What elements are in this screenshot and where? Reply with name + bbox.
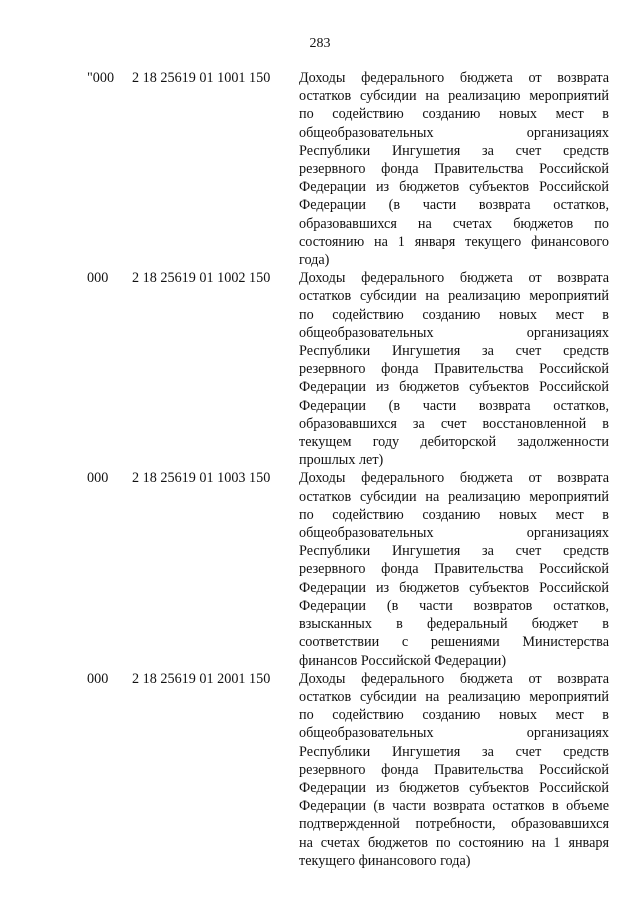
- description-line: Федерации (в части возврата остатков,: [299, 197, 609, 214]
- description-line: остатков субсидии на реализацию мероприятий: [299, 288, 609, 305]
- budget-code-list: [87, 69, 611, 870]
- entry-description: [299, 469, 609, 669]
- description-line: резервного фонда Правительства Российской: [299, 761, 609, 778]
- admin-code: 000: [87, 670, 109, 687]
- description-line: общеобразовательных организациях: [299, 525, 609, 542]
- page-number: 283: [309, 36, 331, 51]
- budget-entry: [87, 670, 611, 870]
- entry-description: [299, 69, 609, 269]
- description-line: Федерации из бюджетов субъектов Российской: [299, 779, 609, 796]
- description-line: образовавшихся за счет восстановленной в: [299, 415, 609, 432]
- description-line: остатков субсидии на реализацию мероприятий: [299, 688, 609, 705]
- description-line: взысканных в федеральный бюджет в: [299, 616, 609, 633]
- description-line: Федерации из бюджетов субъектов Российской: [299, 179, 609, 196]
- description-line: резервного фонда Правительства Российской: [299, 161, 609, 178]
- budget-classification-code: 2 18 25619 01 1001 150: [132, 70, 271, 86]
- description-line: на счетах бюджетов по состоянию на 1 января: [299, 834, 609, 851]
- entry-description: [299, 269, 609, 469]
- description-line: Федерации из бюджетов субъектов Российской: [299, 579, 609, 596]
- description-line: по содействию созданию новых мест в: [299, 106, 609, 123]
- description-line: Доходы федерального бюджета от возврата: [299, 270, 609, 287]
- description-line: общеобразовательных организациях: [299, 324, 609, 341]
- description-line: Доходы федерального бюджета от возврата: [299, 70, 609, 86]
- budget-classification-code: 2 18 25619 01 2001 150: [132, 670, 271, 687]
- description-line: текущего финансового года): [299, 852, 471, 869]
- description-line: Республики Ингушетия за счет средств: [299, 343, 609, 360]
- description-line: соответствии с решениями Министерства: [299, 634, 609, 651]
- description-line: подтвержденной потребности, образовавшихся: [299, 816, 609, 833]
- description-line: резервного фонда Правительства Российской: [299, 361, 609, 378]
- budget-entry: [87, 69, 611, 269]
- entry-description: [299, 670, 609, 870]
- description-line: общеобразовательных организациях: [299, 725, 609, 742]
- description-line: Республики Ингушетия за счет средств: [299, 142, 609, 159]
- description-line: финансов Российской Федерации): [299, 652, 507, 669]
- description-line: резервного фонда Правительства Российской: [299, 561, 609, 578]
- admin-code: 000: [87, 270, 109, 287]
- description-line: по содействию созданию новых мест в: [299, 707, 609, 724]
- description-line: состоянию на 1 января текущего финансового: [299, 233, 609, 250]
- description-line: Федерации (в части возврата остатков,: [299, 397, 609, 414]
- description-line: Федерации (в части возвратов остатков,: [299, 597, 609, 614]
- description-line: остатков субсидии на реализацию мероприятий: [299, 88, 609, 105]
- admin-code: "000: [87, 70, 115, 86]
- budget-entry: [87, 269, 611, 469]
- admin-code: 000: [87, 470, 109, 487]
- budget-entry: [87, 469, 611, 669]
- description-line: общеобразовательных организациях: [299, 124, 609, 141]
- description-line: Доходы федерального бюджета от возврата: [299, 470, 609, 487]
- budget-classification-code: 2 18 25619 01 1002 150: [132, 270, 271, 287]
- description-line: Доходы федерального бюджета от возврата: [299, 670, 609, 687]
- description-line: образовавшихся на счетах бюджетов по: [299, 215, 609, 232]
- description-line: Республики Ингушетия за счет средств: [299, 543, 609, 560]
- description-line: по содействию созданию новых мест в: [299, 306, 609, 323]
- description-line: Республики Ингушетия за счет средств: [299, 743, 609, 760]
- description-line: по содействию созданию новых мест в: [299, 506, 609, 523]
- description-line: остатков субсидии на реализацию мероприятий: [299, 488, 609, 505]
- description-line: прошлых лет): [299, 452, 384, 469]
- description-line: года): [299, 252, 330, 269]
- budget-classification-code: 2 18 25619 01 1003 150: [132, 470, 271, 487]
- description-line: Федерации из бюджетов субъектов Российской: [299, 379, 609, 396]
- description-line: текущем году дебиторской задолженности: [299, 434, 609, 451]
- description-line: Федерации (в части возврата остатков в объеме: [299, 798, 609, 815]
